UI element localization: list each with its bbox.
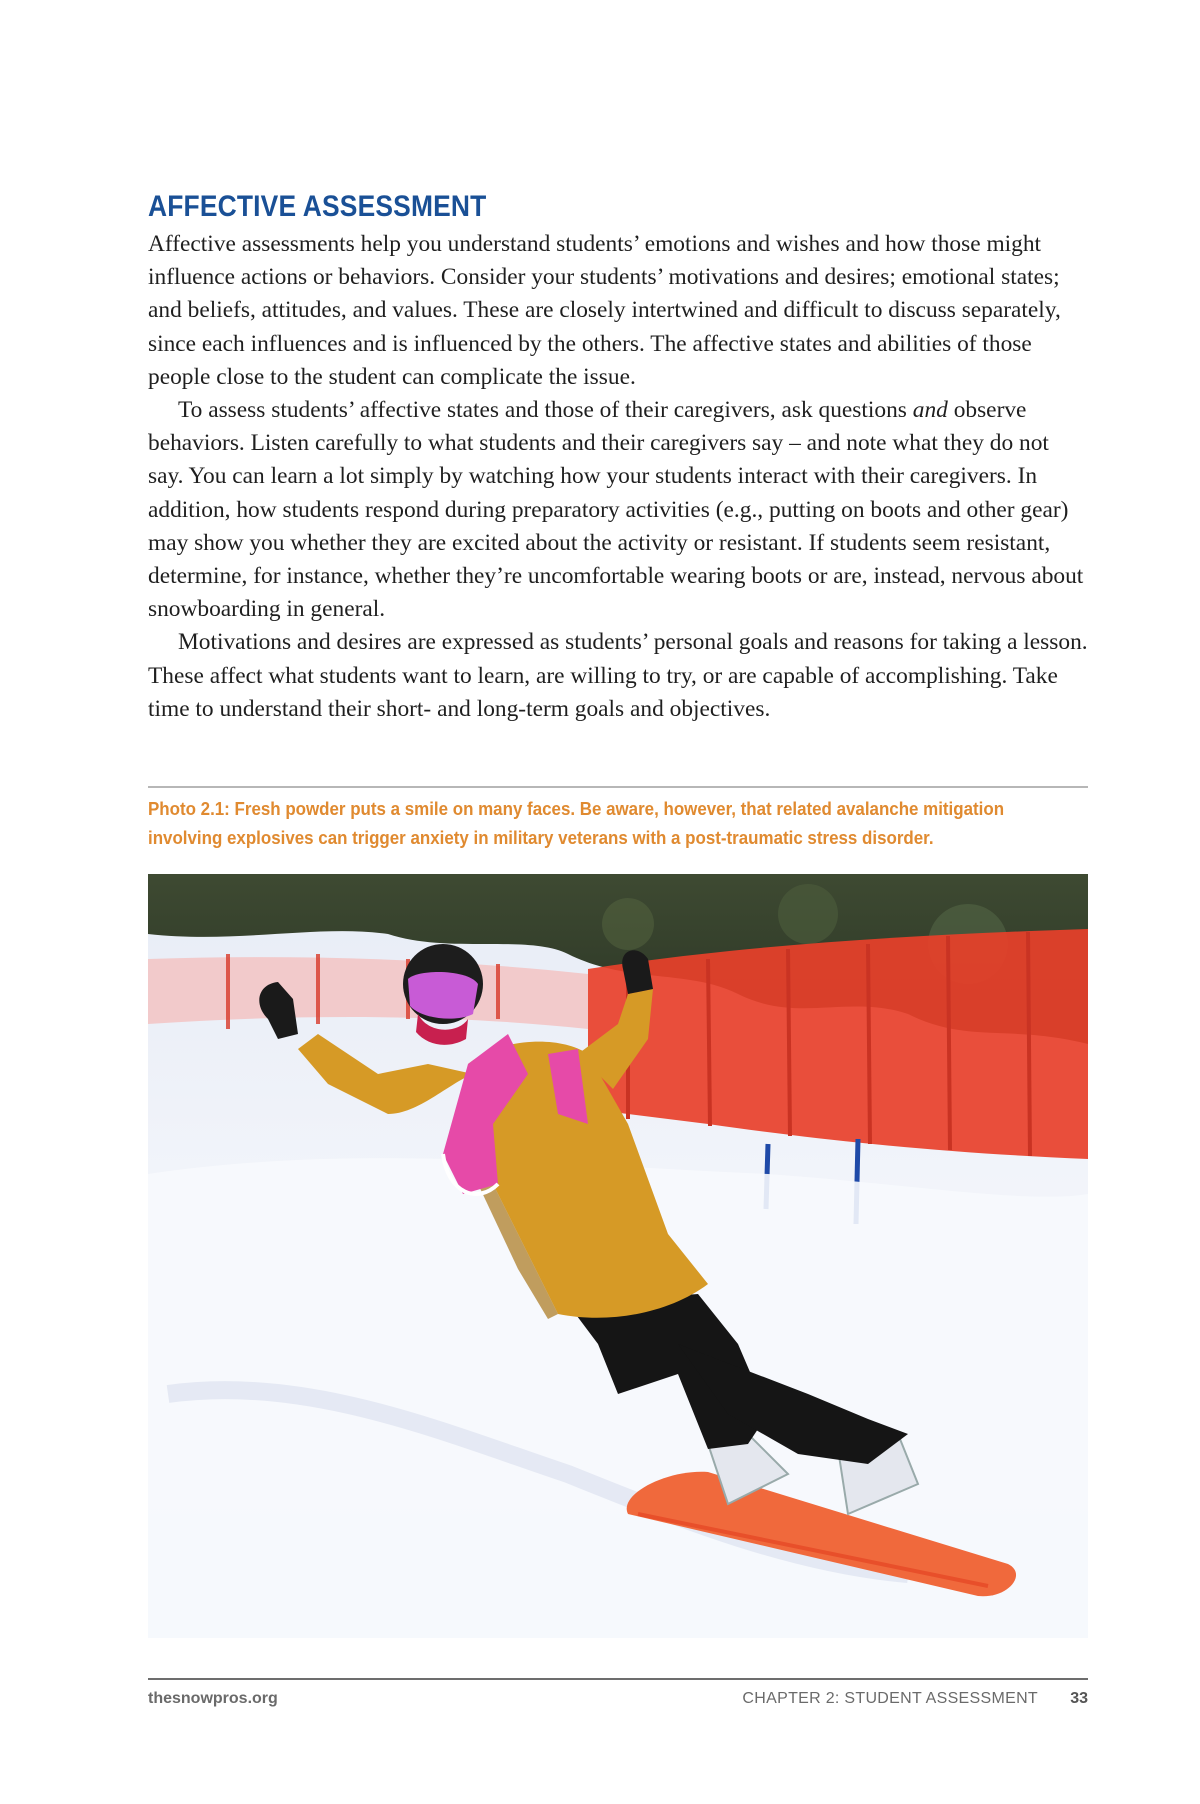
snowboarder-photo xyxy=(148,874,1088,1638)
paragraph-3: Motivations and desires are expressed as students’ personal goals and reasons for taking a lesson. These affect what students want to learn, are willing to try, or are capable of accomplishing. Take time to understand their short- and long-term goals and objectives. xyxy=(148,629,1088,722)
footer-divider xyxy=(148,1678,1088,1680)
paragraph-2-start: To assess students’ affective states and those of their caregivers, ask questions xyxy=(178,397,913,424)
caption-line-1: Photo 2.1: Fresh powder puts a smile on many faces. Be aware, however, that related avalanche mitigation xyxy=(148,798,1005,819)
section-heading: AFFECTIVE ASSESSMENT xyxy=(148,190,487,223)
paragraph-2-emphasis: and xyxy=(912,397,948,424)
page-footer xyxy=(148,1690,1088,1716)
paragraph-2-end: observe behaviors. Listen carefully to what students and their caregivers say – and note what they do not say. You can learn a lot simply by watching how your students interact with their caregivers. In addition, how students respond during preparatory activities (e.g., putting on boots and other gear) may show you whether they are excited about the activity or resistant. If students seem resistant, determine, for instance, whether they’re uncomfortable wearing boots or are, instead, nervous about snowboarding in general. xyxy=(148,397,1084,623)
paragraph-2 xyxy=(148,394,1088,626)
caption-line-2: involving explosives can trigger anxiety in military veterans with a post-traumatic stress disorder. xyxy=(148,827,934,848)
footer-chapter: CHAPTER 2: STUDENT ASSESSMENT xyxy=(742,1690,1038,1707)
body-text xyxy=(148,228,1088,726)
snowboarder-illustration xyxy=(148,874,1088,1638)
caption-divider xyxy=(148,786,1088,788)
footer-site: thesnowpros.org xyxy=(148,1690,278,1707)
paragraph-1: Affective assessments help you understand students’ emotions and wishes and how those might influence actions or behaviors. Consider your students’ motivations and desires; emotional states; and beliefs, attitudes, and values. These are closely intertwined and difficult to discuss separately, since each influences and is influenced by the others. The affective states and abilities of those people close to the student can complicate the issue. xyxy=(148,231,1061,390)
page-number: 33 xyxy=(1070,1690,1088,1707)
photo-caption xyxy=(148,794,1063,852)
